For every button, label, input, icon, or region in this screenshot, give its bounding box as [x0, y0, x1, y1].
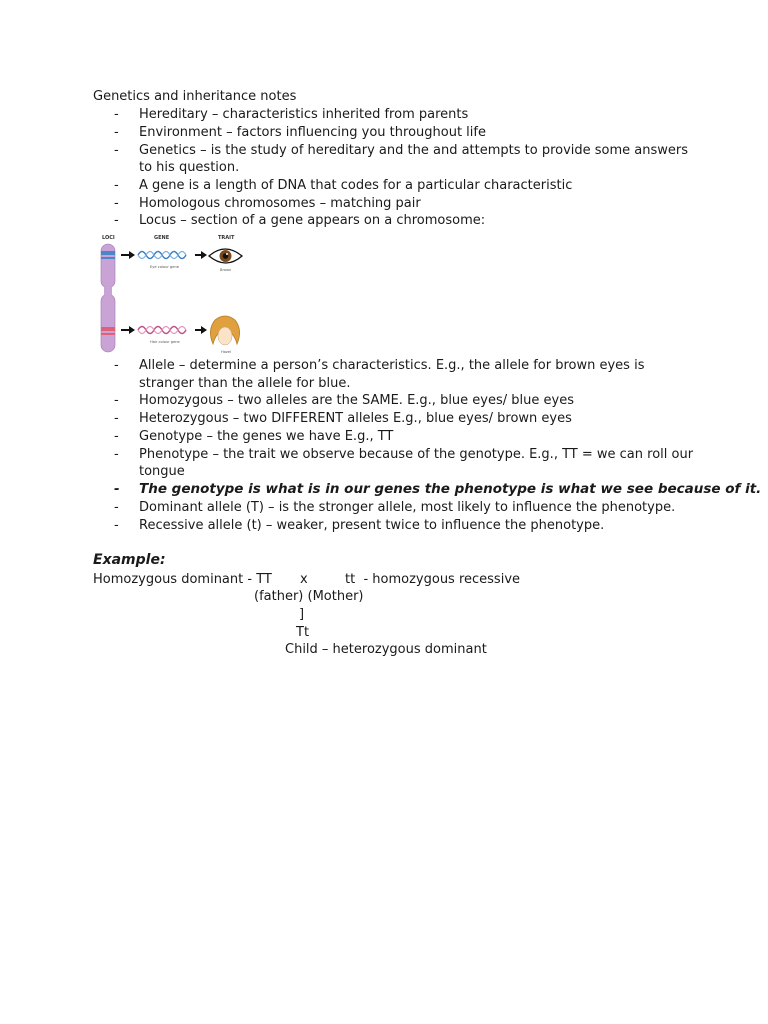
list-bullet: - — [114, 518, 119, 533]
column-header-gene: GENE — [154, 235, 170, 241]
list-item-key-statement: The genotype is what is in our genes the phenotype is what we see because of it. — [139, 481, 762, 497]
list-item-phenotype: Phenotype – the trait we observe because of the genotype. E.g., TT = we can roll our — [139, 447, 694, 462]
example-cross-symbol: x — [300, 572, 308, 587]
list-bullet: - — [114, 213, 119, 228]
gene-caption-eye: Eye colour gene — [150, 265, 180, 269]
arrow-icon — [121, 326, 135, 334]
list-item-locus: Locus – section of a gene appears on a chromosome: — [139, 213, 486, 228]
chromosome-icon — [101, 244, 115, 352]
list-item-gene: A gene is a length of DNA that codes for a particular characteristic — [139, 178, 573, 193]
example-parents-label: (father) (Mother) — [254, 589, 364, 604]
list-bullet: - — [114, 429, 119, 444]
page-title: Genetics and inheritance notes — [93, 89, 297, 104]
arrow-icon — [195, 326, 207, 334]
list-item-genotype: Genotype – the genes we have E.g., TT — [139, 429, 394, 444]
list-item-homozygous: Homozygous – two alleles are the SAME. E.g., blue eyes/ blue eyes — [139, 393, 574, 408]
trait-caption-hair: Hazel — [221, 350, 232, 354]
gene-caption-hair: Hair colour gene — [150, 340, 180, 344]
example-bracket: ] — [299, 607, 305, 622]
arrow-icon — [121, 251, 135, 259]
list-bullet: - — [114, 125, 119, 140]
list-item-hereditary: Hereditary – characteristics inherited from parents — [139, 107, 469, 122]
eye-icon — [209, 249, 242, 263]
list-bullet: - — [114, 500, 119, 515]
column-header-loci: LOCI — [102, 235, 115, 241]
list-bullet: - — [114, 393, 119, 408]
list-item-recessive-allele: Recessive allele (t) – weaker, present twice to influence the phenotype. — [139, 518, 605, 533]
list-item-homologous: Homologous chromosomes – matching pair — [139, 196, 421, 211]
list-item-phenotype-cont: tongue — [139, 464, 185, 479]
list-bullet: - — [114, 178, 119, 193]
hair-icon — [210, 316, 239, 345]
example-offspring-genotype: Tt — [296, 625, 310, 640]
column-header-trait: TRAIT — [218, 235, 235, 241]
list-bullet: - — [114, 481, 120, 497]
list-item-heterozygous: Heterozygous – two DIFFERENT alleles E.g., blue eyes/ brown eyes — [139, 411, 572, 426]
dna-helix-icon — [138, 252, 186, 259]
list-bullet: - — [114, 447, 119, 462]
list-bullet: - — [114, 196, 119, 211]
dna-helix-icon — [138, 327, 186, 334]
list-bullet: - — [114, 358, 119, 373]
example-child-label: Child – heterozygous dominant — [285, 642, 487, 657]
list-bullet: - — [114, 411, 119, 426]
list-item-genetics-cont: to his question. — [139, 160, 240, 175]
list-bullet: - — [114, 107, 119, 122]
list-item-environment: Environment – factors influencing you throughout life — [139, 125, 486, 140]
list-item-dominant-allele: Dominant allele (T) – is the stronger allele, most likely to influence the phenotype. — [139, 500, 676, 515]
list-item-allele-cont: stranger than the allele for blue. — [139, 376, 351, 391]
example-parent-dominant: Homozygous dominant - TT — [93, 572, 272, 587]
list-bullet: - — [114, 143, 119, 158]
trait-caption-eye: Brown — [220, 268, 232, 272]
example-parent-recessive: tt - homozygous recessive — [345, 572, 521, 587]
arrow-icon — [195, 251, 207, 259]
list-item-allele: Allele – determine a person’s characteristics. E.g., the allele for brown eyes is — [139, 358, 645, 373]
example-heading: Example: — [93, 552, 166, 568]
loci-gene-trait-figure — [96, 232, 246, 356]
list-item-genetics: Genetics – is the study of hereditary and the and attempts to provide some answers — [139, 143, 689, 158]
